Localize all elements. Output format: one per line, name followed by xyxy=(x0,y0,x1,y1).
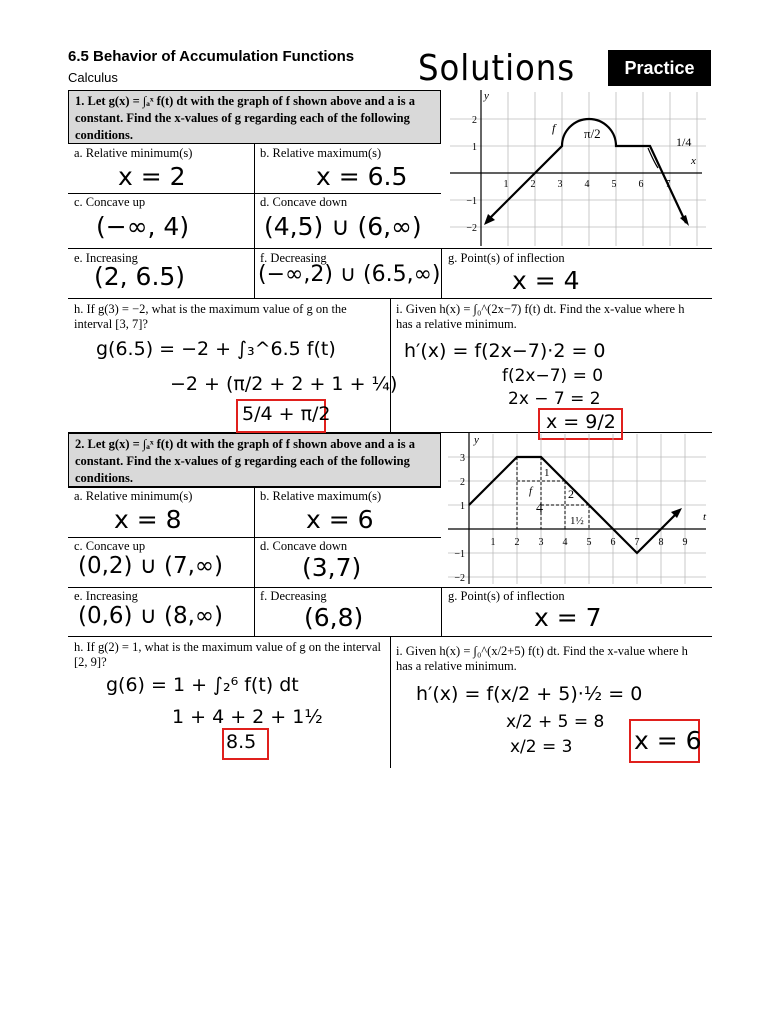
p1-h-work1: g(6.5) = −2 + ∫₃^6.5 f(t) xyxy=(96,338,336,360)
p1-arrow-right xyxy=(680,215,689,226)
p2-graph-grid xyxy=(448,434,706,584)
p2-g-answer: x = 7 xyxy=(534,603,602,632)
p2-h-label: h. If g(2) = 1, what is the maximum value of g on the interval [2, 9]? xyxy=(74,640,381,669)
p1-a-label: a. Relative minimum(s) xyxy=(74,146,193,160)
p1-d-answer: (4,5) ∪ (6,∞) xyxy=(264,212,422,241)
p2-ytick: 1 xyxy=(460,501,465,512)
p2-xtick: 6 xyxy=(610,537,616,548)
subject-label: Calculus xyxy=(68,70,118,85)
p2-xtick: 3 xyxy=(538,537,544,548)
problem1-prompt: 1. Let g(x) = ∫ₐˣ f(t) dt with the graph of f shown above and a is a constant. Find the x-values of g regarding each of the following conditions. xyxy=(68,90,441,144)
p2-xtick: 2 xyxy=(514,537,520,548)
p2-h-work1: g(6) = 1 + ∫₂⁶ f(t) dt xyxy=(106,674,299,696)
p2-xtick: 1 xyxy=(490,537,496,548)
p1-i-answer: x = 9/2 xyxy=(546,411,616,433)
p2-d-label: d. Concave down xyxy=(260,539,348,553)
p1-ytick: −1 xyxy=(466,196,477,207)
p1-i-work1: h′(x) = f(2x−7)·2 = 0 xyxy=(404,340,606,362)
p2-xtick: 5 xyxy=(586,537,592,548)
p1-e-label: e. Increasing xyxy=(74,251,138,265)
p1-graph xyxy=(444,86,712,248)
p2-ytick: −2 xyxy=(454,573,465,584)
p1-a-answer: x = 2 xyxy=(118,162,186,191)
p2-y-label: y xyxy=(474,434,479,446)
p1-g-answer: x = 4 xyxy=(512,266,580,295)
page-title: 6.5 Behavior of Accumulation Functions xyxy=(68,48,355,65)
p1-i-work2: f(2x−7) = 0 xyxy=(502,366,604,386)
p1-xtick: 2 xyxy=(530,179,536,190)
p1-i-label: i. Given h(x) = ∫₀^(2x−7) f(t) dt. Find the x-value where h has a relative minimum. xyxy=(396,302,685,331)
p2-xtick: 7 xyxy=(634,537,640,548)
p2-x-label: t xyxy=(703,511,707,523)
divider xyxy=(68,587,712,588)
divider xyxy=(390,298,391,432)
p2-f-label: f xyxy=(529,485,533,497)
p1-c-label: c. Concave up xyxy=(74,195,146,209)
p2-graph xyxy=(444,432,712,586)
p2-a-answer: x = 8 xyxy=(114,505,182,534)
p2-area-c: 2 xyxy=(568,487,574,501)
divider xyxy=(441,587,442,636)
p2-c-answer: (0,2) ∪ (7,∞) xyxy=(78,553,224,579)
p1-b-label: b. Relative maximum(s) xyxy=(260,146,382,160)
p2-f-answer: (6,8) xyxy=(304,603,364,632)
problem2-prompt: 2. Let g(x) = ∫ₐˣ f(t) dt with the graph of f shown above and a is a constant. Find the x-values of g regarding each of the following conditions. xyxy=(68,433,441,487)
p2-area-a: 1 xyxy=(544,467,550,479)
p1-xtick: 5 xyxy=(611,179,617,190)
divider xyxy=(254,487,255,636)
p1-xtick: 3 xyxy=(557,179,563,190)
p1-ytick: 1 xyxy=(472,142,477,153)
p2-h-answer: 8.5 xyxy=(226,731,257,753)
p1-y-label: y xyxy=(484,90,489,102)
p1-e-answer: (2, 6.5) xyxy=(94,262,186,291)
p1-x-label: x xyxy=(691,155,696,167)
p2-b-label: b. Relative maximum(s) xyxy=(260,489,382,503)
divider xyxy=(254,143,255,298)
handwritten-solutions-title: Solutions xyxy=(418,48,575,89)
divider xyxy=(68,248,712,249)
p2-d-answer: (3,7) xyxy=(302,553,362,582)
p2-ytick: 3 xyxy=(460,453,465,464)
divider xyxy=(390,636,391,768)
p1-h-label: h. If g(3) = −2, what is the maximum value of g on the interval [3, 7]? xyxy=(74,302,347,331)
p1-note-pi: π/2 xyxy=(584,126,601,141)
p1-c-answer: (−∞, 4) xyxy=(96,212,190,241)
p1-b-answer: x = 6.5 xyxy=(316,162,408,191)
practice-badge: Practice xyxy=(608,50,711,86)
p1-i-work3: 2x − 7 = 2 xyxy=(508,389,601,409)
p2-area-b: 4 xyxy=(536,501,543,516)
p2-a-label: a. Relative minimum(s) xyxy=(74,489,193,503)
p1-g-label: g. Point(s) of inflection xyxy=(448,251,565,265)
p1-xtick: 7 xyxy=(665,179,671,190)
p1-h-work2: −2 + (π/2 + 2 + 1 + ¼) xyxy=(170,373,398,395)
p2-ytick: 2 xyxy=(460,477,465,488)
p1-xtick: 6 xyxy=(638,179,644,190)
p2-b-answer: x = 6 xyxy=(306,505,374,534)
p2-i-work2: x/2 + 5 = 8 xyxy=(506,712,605,732)
p2-xtick: 9 xyxy=(682,537,688,548)
p1-ytick: −2 xyxy=(466,223,477,234)
p2-e-label: e. Increasing xyxy=(74,589,138,603)
p1-f-label: f. Decreasing xyxy=(260,251,327,265)
p2-xtick: 4 xyxy=(562,537,568,548)
p2-f-label: f. Decreasing xyxy=(260,589,327,603)
p2-i-work3: x/2 = 3 xyxy=(510,737,573,757)
p1-d-label: d. Concave down xyxy=(260,195,348,209)
p1-h-answer: 5/4 + π/2 xyxy=(242,403,331,425)
p2-xtick: 8 xyxy=(658,537,664,548)
p1-f-answer: (−∞,2) ∪ (6.5,∞) xyxy=(258,262,441,287)
p2-e-answer: (0,6) ∪ (8,∞) xyxy=(78,603,224,629)
p2-i-label: i. Given h(x) = ∫₀^(x/2+5) f(t) dt. Find the x-value where h has a relative minimum. xyxy=(396,644,688,673)
p2-h-work2: 1 + 4 + 2 + 1½ xyxy=(172,706,323,728)
p2-area-d: 1½ xyxy=(570,515,584,527)
p2-ytick: −1 xyxy=(454,549,465,560)
p2-i-work1: h′(x) = f(x/2 + 5)·½ = 0 xyxy=(416,683,643,705)
p2-i-answer: x = 6 xyxy=(634,726,702,755)
p1-f-label: f xyxy=(552,121,556,135)
p1-ytick: 2 xyxy=(472,115,477,126)
p1-note-quarter: 1/4 xyxy=(676,135,692,149)
divider xyxy=(441,248,442,298)
p2-g-label: g. Point(s) of inflection xyxy=(448,589,565,603)
p1-xtick: 4 xyxy=(584,179,590,190)
p1-xtick: 1 xyxy=(503,179,509,190)
p2-c-label: c. Concave up xyxy=(74,539,146,553)
